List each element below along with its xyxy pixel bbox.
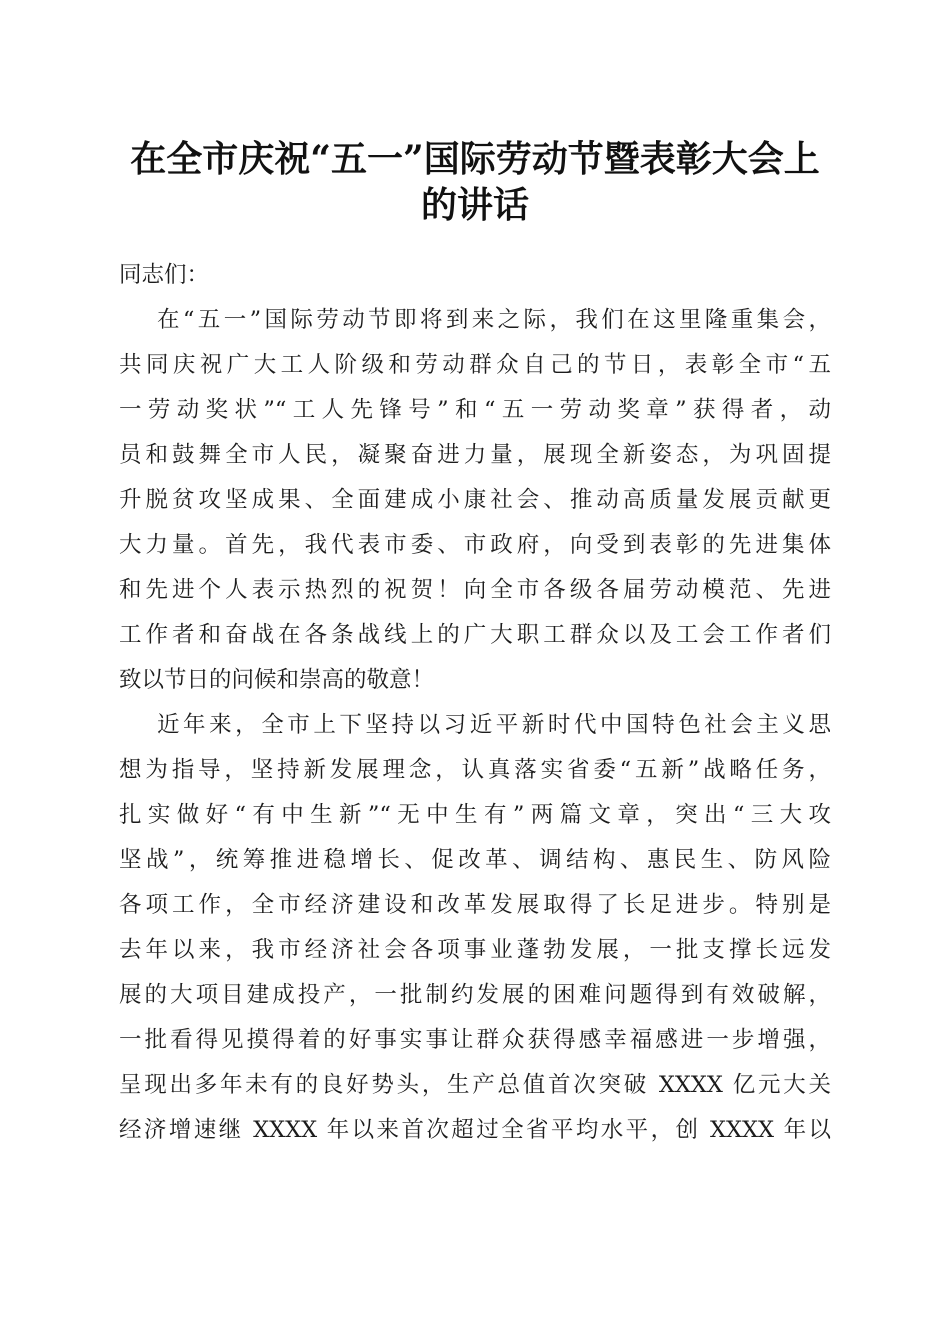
paragraph-line: 一劳动奖状”“工人先锋号”和“五一劳动奖章”获得者，动: [119, 397, 831, 423]
salutation: 同志们：: [119, 262, 210, 288]
paragraph-line: 经济增速继 XXXX 年以来首次超过全省平均水平，创 XXXX 年以: [119, 1117, 831, 1143]
paragraph-1: [119, 298, 831, 703]
paragraph-line: 各项工作，全市经济建设和改革发展取得了长足进步。特别是: [119, 892, 831, 918]
paragraph-line: 一批看得见摸得着的好事实事让群众获得感幸福感进一步增强，: [119, 1027, 831, 1053]
paragraph-line: 在“五一”国际劳动节即将到来之际，我们在这里隆重集会，: [157, 307, 831, 333]
paragraph-line: 升脱贫攻坚成果、全面建成小康社会、推动高质量发展贡献更: [119, 487, 831, 513]
paragraph-2: [119, 703, 831, 1153]
paragraph-line: 员和鼓舞全市人民，凝聚奋进力量，展现全新姿态，为巩固提: [119, 442, 831, 468]
paragraph-line: 工作者和奋战在各条战线上的广大职工群众以及工会工作者们: [119, 622, 831, 648]
paragraph-line: 想为指导，坚持新发展理念，认真落实省委“五新”战略任务，: [119, 757, 831, 783]
document-body: [119, 253, 831, 1153]
paragraph-line: 呈现出多年未有的良好势头，生产总值首次突破 XXXX 亿元大关: [119, 1072, 831, 1098]
paragraph-line: 展的大项目建成投产，一批制约发展的困难问题得到有效破解，: [119, 982, 831, 1008]
document-title: [100, 136, 850, 228]
paragraph-line: 大力量。首先，我代表市委、市政府，向受到表彰的先进集体: [119, 532, 831, 558]
paragraph-line: 去年以来，我市经济社会各项事业蓬勃发展，一批支撑长远发: [119, 937, 831, 963]
paragraph-line: 近年来，全市上下坚持以习近平新时代中国特色社会主义思: [157, 712, 831, 738]
paragraph-line: 致以节日的问候和崇高的敬意！: [119, 667, 435, 693]
paragraph-line: 扎实做好“有中生新”“无中生有”两篇文章，突出“三大攻: [119, 802, 831, 828]
title-line-2: 的讲话: [420, 184, 529, 226]
paragraph-line: 坚战”，统筹推进稳增长、促改革、调结构、惠民生、防风险: [119, 847, 831, 873]
paragraph-line: 和先进个人表示热烈的祝贺！向全市各级各届劳动模范、先进: [119, 577, 831, 603]
title-line-1: 在全市庆祝“五一”国际劳动节暨表彰大会上: [130, 138, 820, 180]
paragraph-line: 共同庆祝广大工人阶级和劳动群众自己的节日，表彰全市“五: [119, 352, 831, 378]
